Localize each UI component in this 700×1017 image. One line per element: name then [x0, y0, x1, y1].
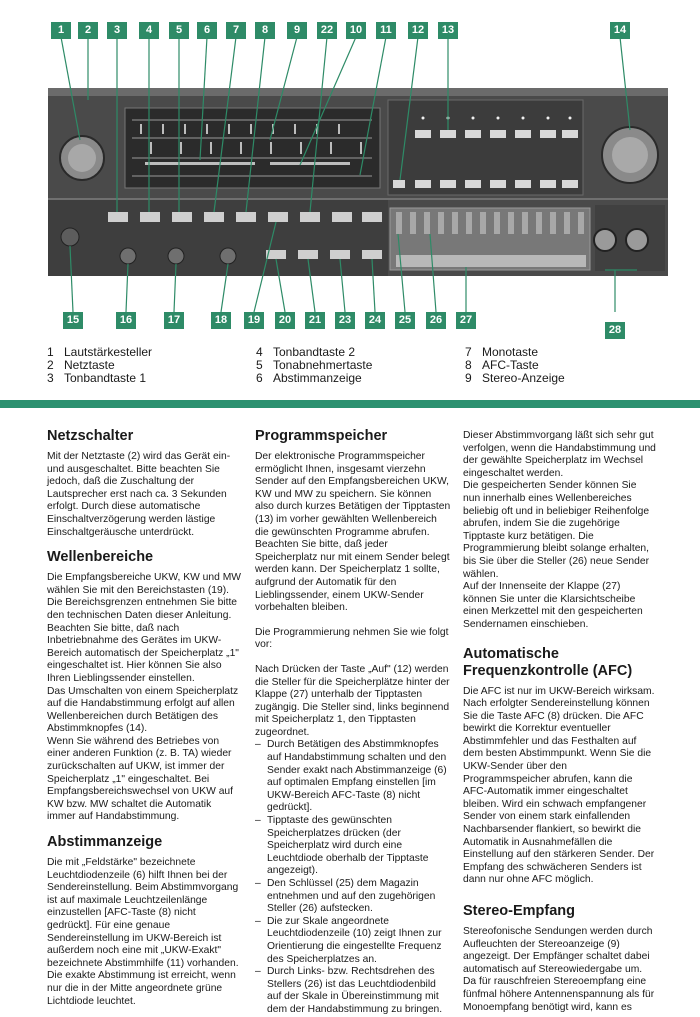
- list-item: – Tipptaste des gewünschten Speicherplatzes drücken (der Speicherplatz wird durch eine Leuchtdiode oberhalb der Tipptaste angezeigt).: [255, 815, 451, 878]
- heading-netzschalter: Netzschalter: [47, 428, 134, 444]
- heading-programmspeicher: Programmspeicher: [255, 428, 388, 444]
- list-item: – Die zur Skale angeordnete Leuchtdiodenzeile (10) zeigt Ihnen zur Orientierung die eingestellte Frequenz des Speicherplatzes an.: [255, 916, 451, 966]
- callout-6: 6: [197, 22, 217, 39]
- text-column-2: [255, 420, 451, 1017]
- programming-steps: [255, 739, 451, 1016]
- legend-column-2: [256, 346, 372, 385]
- paragraph: Stereofonische Sendungen werden durch Aufleuchten der Stereoanzeige (9) angezeigt. Der Empfänger schaltet dabei automatisch auf Stereowiedergabe um. Da für rauschfreien Stereoempfang eine fünfmal höhere Antennenspannung als für Monoempfang benötigt wird, kann es: [463, 926, 655, 1013]
- heading-afc: Automatische Frequenzkontrolle (AFC): [463, 645, 633, 679]
- callout-21: 21: [305, 312, 325, 329]
- callout-28: 28: [605, 322, 625, 339]
- legend-item: 2 Netztaste: [47, 358, 115, 372]
- receiver-front-panel-diagram: [0, 0, 700, 345]
- legend-item: 4 Tonbandtaste 2: [256, 345, 356, 359]
- callout-19: 19: [244, 312, 264, 329]
- callout-1: 1: [51, 22, 71, 39]
- callout-3: 3: [107, 22, 127, 39]
- callout-16: 16: [116, 312, 136, 329]
- receiver-drawing: [0, 0, 700, 345]
- callout-7: 7: [226, 22, 246, 39]
- paragraph: Die Empfangsbereiche UKW, KW und MW wählen Sie mit den Bereichstasten (19). Die Bereichsgrenzen entnehmen Sie bitte den technischen Daten dieser Anleitung.: [47, 572, 241, 621]
- legend-item: 1 Lautstärkesteller: [47, 345, 153, 359]
- callout-9: 9: [287, 22, 307, 39]
- callout-10: 10: [346, 22, 366, 39]
- paragraph: Der elektronische Programmspeicher ermöglicht Ihnen, insgesamt vierzehn Sender auf den Empfangsbereichen UKW, KW und MW zu speichern. Sie können also durch kurzes Betätigen der Tipptasten (13) im vorher gewählten Wellenbereich die gewünschten Programme abrufen.: [255, 451, 451, 538]
- legend-item: 6 Abstimmanzeige: [256, 371, 362, 385]
- callout-15: 15: [63, 312, 83, 329]
- callout-14: 14: [610, 22, 630, 39]
- callout-18: 18: [211, 312, 231, 329]
- text-column-1: [47, 420, 242, 1008]
- legend-item: 3 Tonbandtaste 1: [47, 371, 147, 385]
- heading-stereo-empfang: Stereo-Empfang: [463, 903, 575, 919]
- heading-wellenbereiche: Wellenbereiche: [47, 549, 154, 566]
- paragraph: Wenn Sie während des Betriebes von einer anderen Funktion (z. B. TA) wieder zurückschalten auf UKW, ist immer der Speicherplatz „1" eingeschaltet. Bei Empfangsbereichswechsel von UKW auf KW bzw. MW schaltet die Automatik immer auf Handabstimmung.: [47, 735, 234, 823]
- legend-item: 8 AFC-Taste: [465, 358, 539, 372]
- callout-4: 4: [139, 22, 159, 39]
- green-separator-band: [0, 400, 700, 408]
- balance-knob[interactable]: [120, 248, 136, 264]
- treble-knob[interactable]: [168, 248, 184, 264]
- paragraph: Auf der Innenseite der Klappe (27) können Sie unter die Klarsichtscheibe einen Merkzettel mit den gespeicherten Sendernamen einschieben.: [463, 581, 643, 630]
- paragraph: Nach Drücken der Taste „Auf" (12) werden die Steller für die Speicherplätze hinter der Klappe (27) unterhalb der Tipptasten zugängig. Die Steller sind, links beginnend mit Speicherplatz 1, den Tipptasten zugeordnet.: [255, 663, 450, 738]
- callout-27: 27: [456, 312, 476, 329]
- paragraph: Die mit „Feldstärke" bezeichnete Leuchtdiodenzeile (6) hilft Ihnen bei der Sendereinstellung. Beim Abstimmvorgang ist auf maximale Leuchtzeilenlänge einzustellen [AFC-Taste (8) nicht gedrückt]. Für eine genaue Sendereinstellung im UKW-Bereich ist außerdem noch eine mit „UKW-Exakt" bezeichnete Abstimmhilfe (11) vorhanden. Die exakte Abstimmung ist erreicht, wenn nur die in der Mitte angeordnete grüne Lichtdiode leuchtet.: [47, 857, 239, 1007]
- callout-8: 8: [255, 22, 275, 39]
- legend-item: 7 Monotaste: [465, 345, 539, 359]
- legend-column-1: [47, 346, 152, 385]
- list-item: – Durch Betätigen des Abstimmknopfes auf Handabstimmung schalten und den Sender exakt nach Abstimmanzeige (6) auf optimalen Empfang einstellen [im UKW-Bereich AFC-Taste (8) nicht gedrückt].: [255, 739, 451, 815]
- callout-5: 5: [169, 22, 189, 39]
- legend-item: 9 Stereo-Anzeige: [465, 371, 565, 385]
- paragraph: Das Umschalten von einem Speicherplatz auf die Handabstimmung erfolgt auf allen Wellenbereichen durch Betätigen des Abstimmknopfes (14).: [47, 685, 239, 735]
- tape-socket[interactable]: [61, 228, 79, 246]
- callout-11: 11: [376, 22, 396, 39]
- bass-knob[interactable]: [220, 248, 236, 264]
- text-column-3: [463, 420, 656, 1014]
- callout-12: 12: [408, 22, 428, 39]
- callout-13: 13: [438, 22, 458, 39]
- paragraph: Mit der Netztaste (2) wird das Gerät ein- und ausgeschaltet. Bitte beachten Sie jedoch, daß die Zuschaltung der Lautsprecher erst nach ca. 3 Sekunden erfolgt. Durch diese automatische Einschaltverzögerung werden lästige Einschaltgeräusche unterdrückt.: [47, 451, 231, 538]
- list-item: – Durch Links- bzw. Rechtsdrehen des Stellers (26) ist das Leuchtdiodenbild auf der Skale in Übereinstimmung mit dem der Handabstimmung zu bringen.: [255, 966, 451, 1016]
- paragraph: Die Programmierung nehmen Sie wie folgt vor:: [255, 626, 449, 651]
- callout-24: 24: [365, 312, 385, 329]
- heading-abstimmanzeige: Abstimmanzeige: [47, 834, 163, 851]
- headphone-socket-1[interactable]: [594, 229, 616, 251]
- paragraph: Beachten Sie bitte, daß nach Inbetriebnahme des Gerätes im UKW-Bereich automatisch der Speicherplatz „1" eingeschaltet ist. Hier können Sie also Ihren Lieblingssender einstellen.: [47, 622, 239, 684]
- paragraph: Beachten Sie bitte, daß jeder Speicherplatz nur mit einem Sender belegt werden kann. Der Speicherplatz 1 sollte, aufgrund der Automatik für den Lieblingssender, einem UKW-Sender vorbehalten bleiben.: [255, 539, 450, 614]
- callout-2: 2: [78, 22, 98, 39]
- callout-17: 17: [164, 312, 184, 329]
- paragraph: Die AFC ist nur im UKW-Bereich wirksam. Nach erfolgter Sendereinstellung können Sie die Taste AFC (8) drücken. Die AFC bewirkt die Korrektur eventueller Abstimmfehler und das Festhalten auf dem besten Abstimmpunkt. Wenn Sie die UKW-Sender über den Programmspeicher abrufen, kann die AFC-Automatik immer eingeschaltet bleiben. Wird ein schwach empfangener Sender von einem stark einfallenden Nachbarsender flankiert, so bewirkt die Automatik in Ausnahmefällen die Einstellung auf den stärkeren Sender. Der Empfang des schwächeren Senders ist dann nur ohne AFC möglich.: [463, 685, 655, 886]
- callout-23: 23: [335, 312, 355, 329]
- callout-26: 26: [426, 312, 446, 329]
- legend-item: 5 Tonabnehmertaste: [256, 358, 373, 372]
- paragraph: Dieser Abstimmvorgang läßt sich sehr gut verfolgen, wenn die Handabstimmung und der gewählte Speicherplatz im Wechsel eingeschaltet werden.: [463, 430, 656, 479]
- callout-25: 25: [395, 312, 415, 329]
- headphone-socket-2[interactable]: [626, 229, 648, 251]
- function-buttons-row1[interactable]: [108, 212, 382, 222]
- legend-column-3: [465, 346, 565, 385]
- paragraph: Die gespeicherten Sender können Sie nun innerhalb eines Wellenbereiches beliebig oft und in beliebiger Reihenfolge abrufen, indem Sie die zugehörige Tipptaste kurz betätigen. Die Programmierung bleibt solange erhalten, bis Sie über die Steller (26) neue Sender wählen.: [463, 480, 650, 580]
- callout-20: 20: [275, 312, 295, 329]
- list-item: – Den Schlüssel (25) dem Magazin entnehmen und auf den zugehörigen Steller (26) aufstecken.: [255, 878, 451, 916]
- callout-22: 22: [317, 22, 337, 39]
